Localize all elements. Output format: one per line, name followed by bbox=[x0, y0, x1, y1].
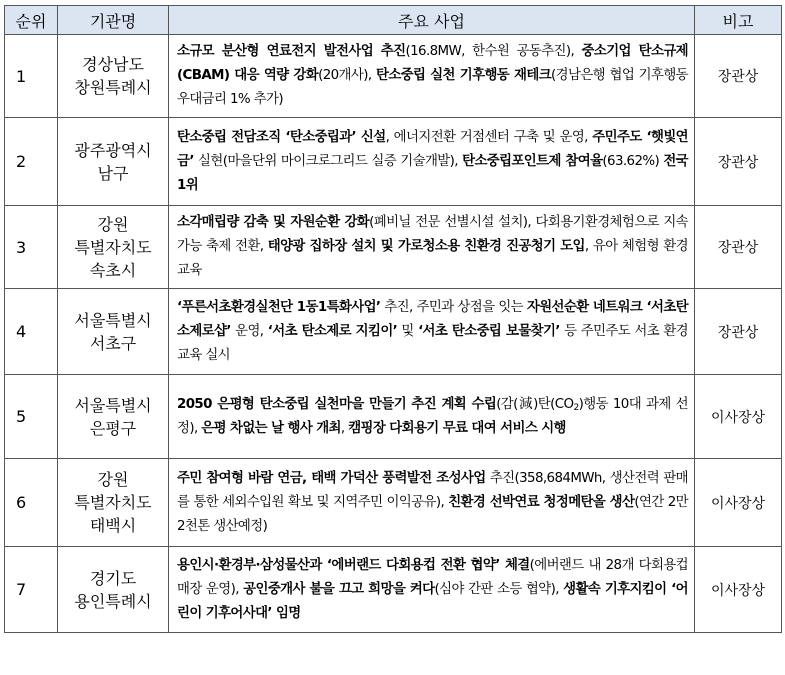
business-text-bold: 주민 참여형 바람 연금, 태백 가덕산 풍력발전 조성사업 bbox=[177, 470, 486, 486]
org-cell bbox=[58, 118, 169, 206]
business-text-bold: 중소기업 탄소규제(CBAM) 대응 역량 강화 bbox=[177, 44, 688, 83]
note-cell: 장관상 bbox=[695, 35, 782, 118]
business-text-bold: 탄소중립 실천 기후행동 재테크 bbox=[375, 68, 552, 83]
header-biz: 주요 사업 bbox=[169, 6, 695, 35]
org-line: 창원특례시 bbox=[74, 78, 152, 97]
org-line: 용인특례시 bbox=[74, 591, 152, 611]
business-text: 운영, bbox=[230, 323, 268, 339]
table-row bbox=[5, 118, 782, 206]
header-org: 기관명 bbox=[58, 6, 169, 35]
rank-cell: 4 bbox=[5, 289, 58, 375]
note-cell: 장관상 bbox=[695, 289, 782, 375]
table-row bbox=[5, 35, 782, 118]
business-text: (에버랜드 내 28개 다회용컵 매장 운영), bbox=[177, 557, 688, 597]
header-note: 비고 bbox=[695, 6, 782, 35]
business-text-bold: 2050 은평형 탄소중립 실천마을 만들기 추진 계획 수립 bbox=[177, 396, 497, 412]
header-rank: 순위 bbox=[5, 6, 58, 35]
business-text-bold: 친환경 선박연료 청정메탄올 생산 bbox=[448, 494, 635, 510]
header-row bbox=[5, 6, 782, 35]
business-text: (연간 2만2천톤 생산예정) bbox=[177, 494, 688, 534]
business-text-bold: 전국 1위 bbox=[177, 153, 688, 193]
business-cell bbox=[169, 375, 695, 459]
business-text: , 에너지전환 거점센터 구축 및 운영, bbox=[385, 129, 593, 145]
business-text: (16.8MW, 한수원 공동추진), bbox=[405, 44, 582, 59]
org-line: 서울특별시 bbox=[74, 395, 152, 415]
org-cell bbox=[58, 459, 169, 547]
org-line: 경기도 bbox=[89, 568, 137, 588]
business-text: (심야 간판 소등 협약), bbox=[434, 581, 564, 597]
org-cell bbox=[58, 547, 169, 633]
business-text-bold: 주민주도 ‘햇빛연금’ bbox=[177, 129, 688, 169]
business-text: 추진(358,684MWh, 생산전력 판매를 통한 세외수입원 확보 및 지역주민 이익공유), bbox=[177, 470, 688, 510]
rank-cell: 6 bbox=[5, 459, 58, 547]
business-text-bold: 탄소중립 전담조직 ‘탄소중립과’ 신설 bbox=[177, 129, 386, 145]
business-cell bbox=[169, 547, 695, 633]
business-text: (감(減)탄(CO bbox=[496, 396, 574, 412]
business-text-bold: ‘서초 탄소제로 지킴이’ bbox=[267, 323, 398, 339]
note-cell: 이사장상 bbox=[695, 547, 782, 633]
business-text: )행동 10대 과제 선정), bbox=[177, 396, 688, 436]
business-text: 실현(마을단위 마이크로그리드 실증 기술개발), bbox=[193, 153, 463, 169]
business-text: (폐비닐 전문 선별시설 설치), 다회용기환경체험으로 지속가능 축제 전환, bbox=[177, 215, 688, 254]
rank-cell: 3 bbox=[5, 206, 58, 289]
table-row bbox=[5, 459, 782, 547]
rank-cell: 7 bbox=[5, 547, 58, 633]
business-text-bold: 소각매립량 감축 및 자원순환 강화 bbox=[177, 215, 370, 230]
business-text: (20개사), bbox=[318, 68, 376, 83]
business-text-bold: ‘푸른서초환경실천단 1동1특화사업’ bbox=[177, 299, 381, 315]
table-row bbox=[5, 547, 782, 633]
business-text-bold: 용인시·환경부·삼성물산과 ‘에버랜드 다회용컵 전환 협약’ 체결 bbox=[177, 557, 530, 573]
table-row bbox=[5, 289, 782, 375]
org-cell bbox=[58, 375, 169, 459]
business-text-bold: 소규모 분산형 연료전지 발전사업 추진 bbox=[177, 44, 406, 59]
business-text: 추진, 주민과 상점을 잇는 bbox=[380, 299, 527, 315]
org-line: 특별자치도 bbox=[74, 493, 152, 512]
business-text: , 유아 체험형 환경교육 bbox=[177, 239, 688, 278]
business-text: 및 bbox=[397, 323, 419, 339]
org-line: 태백시 bbox=[89, 516, 137, 535]
org-line: 서울특별시 bbox=[74, 310, 152, 330]
business-text-bold: ‘서초 탄소중립 보물찾기’ bbox=[418, 323, 560, 339]
business-text: 등 주민주도 서초 환경교육 실시 bbox=[177, 323, 688, 363]
rank-cell: 2 bbox=[5, 118, 58, 206]
awards-table bbox=[4, 5, 782, 633]
business-text: (63.62%) bbox=[602, 153, 664, 169]
business-text-bold: 캠핑장 다회용기 무료 대여 서비스 시행 bbox=[348, 420, 566, 436]
business-text-bold: 은평 차없는 날 행사 개최 bbox=[201, 420, 341, 436]
business-text: 2 bbox=[573, 402, 579, 413]
business-text-bold: 공인중개사 불을 끄고 희망을 켜다 bbox=[243, 581, 435, 597]
table-row bbox=[5, 375, 782, 459]
business-text-bold: 자원선순환 네트워크 ‘서초탄소제로샵’ bbox=[177, 299, 688, 339]
rank-cell: 1 bbox=[5, 35, 58, 118]
table-row bbox=[5, 206, 782, 289]
business-cell bbox=[169, 459, 695, 547]
org-cell bbox=[58, 35, 169, 118]
business-cell bbox=[169, 206, 695, 289]
business-text: (경남은행 협업 기후행동 우대금리 1% 추가) bbox=[177, 68, 689, 107]
business-text-bold: 태양광 집하장 설치 및 가로청소용 친환경 진공청기 도입 bbox=[267, 239, 585, 254]
org-line: 강원 bbox=[97, 214, 129, 234]
org-line: 경상남도 bbox=[82, 55, 144, 74]
business-text-bold: 생활속 기후지킴이 ‘어린이 기후어사대’ 임명 bbox=[177, 581, 688, 621]
business-cell bbox=[169, 118, 695, 206]
org-line: 특별자치도 bbox=[74, 237, 152, 257]
note-cell: 장관상 bbox=[695, 118, 782, 206]
note-cell: 이사장상 bbox=[695, 459, 782, 547]
org-line: 은평구 bbox=[89, 418, 137, 438]
rank-cell: 5 bbox=[5, 375, 58, 459]
business-cell bbox=[169, 289, 695, 375]
org-line: 광주광역시 bbox=[74, 140, 152, 160]
org-cell bbox=[58, 289, 169, 375]
org-line: 남구 bbox=[97, 163, 129, 183]
org-line: 속초시 bbox=[89, 260, 137, 280]
note-cell: 장관상 bbox=[695, 206, 782, 289]
business-text: , bbox=[340, 420, 349, 436]
business-text-bold: 탄소중립포인트제 참여율 bbox=[462, 153, 603, 169]
business-cell bbox=[169, 35, 695, 118]
note-cell: 이사장상 bbox=[695, 375, 782, 459]
org-line: 서초구 bbox=[89, 333, 137, 353]
org-cell bbox=[58, 206, 169, 289]
org-line: 강원 bbox=[97, 470, 129, 489]
